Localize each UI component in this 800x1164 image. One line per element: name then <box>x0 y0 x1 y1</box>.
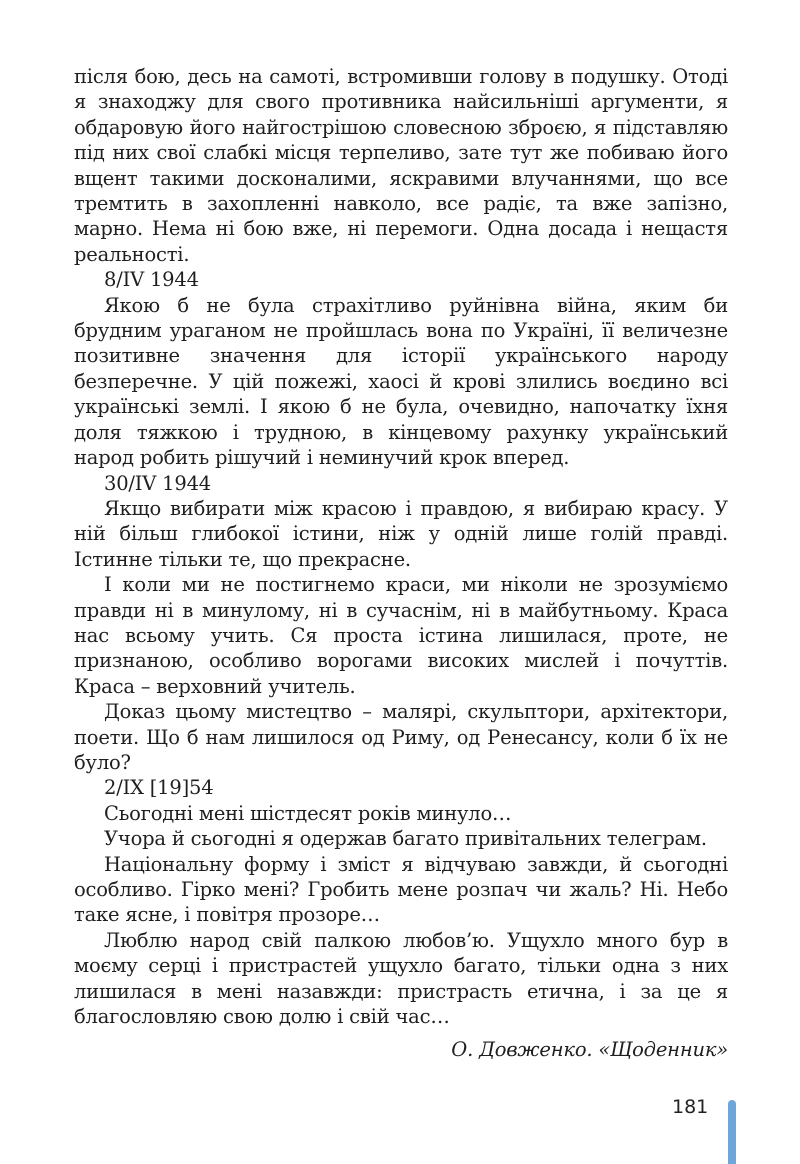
page-number: 181 <box>672 1096 709 1118</box>
paragraph-continuation: після бою, десь на самоті, встромивши голову в подушку. Отоді я знаходжу для свого противника найсильніші аргументи, я обдаровую його найгострішою словесною зброєю, я підставляю під них свої слабкі місця терпеливо, зате тут же побиваю його вщент такими досконалими, яскравими влучаннями, що все тремтить в захопленні навколо, все радіє, та вже запізно, марно. Нема ні бою вже, ні перемоги. Одна досада і нещастя реальності. <box>74 65 728 266</box>
paragraph: Національну форму і зміст я відчуваю завжди, й сьогодні особливо. Гірко мені? Гробить мене розпач чи жаль? Ні. Небо таке ясне, і повітря прозоре… <box>74 852 728 927</box>
paragraph: І коли ми не постигнемо краси, ми ніколи не зрозуміємо правди ні в минулому, ні в сучаснім, ні в майбутньому. Краса нас всьому учить. Ся проста істина лишилася, проте, не признаною, особливо ворогами високих мислей і почуттів. Краса – верховний учитель. <box>74 573 728 698</box>
paragraph: Люблю народ свій палкою любов’ю. Ущухло много бур в моєму серці і пристрастей ущухло багато, тільки одна з них лишилася в мені назавжди: пристрасть етична, і за це я благословляю свою долю і свій час… <box>74 928 728 1029</box>
paragraph: Сьогодні мені шістдесят років минуло… <box>104 801 512 825</box>
diary-date: 2/IX [19]54 <box>104 776 214 800</box>
document-body <box>74 64 728 1063</box>
paragraph: Доказ цьому мистецтво – малярі, скульптори, архітектори, поети. Що б нам лишилося од Риму, од Ренесансу, коли б їх не було? <box>74 700 728 774</box>
paragraph: Якщо вибирати між красою і правдою, я вибираю красу. У ній більш глибокої істини, ніж у одній лише голій правді. Істинне тільки те, що прекрасне. <box>74 496 728 571</box>
diary-date: 30/IV 1944 <box>104 471 211 495</box>
page-edge-accent-bar <box>728 1100 736 1164</box>
source-attribution: О. Довженко. «Щоденник» <box>451 1038 728 1062</box>
diary-date: 8/IV 1944 <box>104 268 199 292</box>
paragraph: Якою б не була страхітливо руйнівна війна, яким би брудним ураганом не пройшлась вона по Україні, її величезне позитивне значення для історії українського народу безперечне. У цій пожежі, хаосі й крові злились воєдино всі українські землі. І якою б не була, очевидно, напочатку їхня доля тяжкою і трудною, в кінцевому рахунку український народ робить рішучий і неминучий крок вперед. <box>74 293 728 470</box>
paragraph: Учора й сьогодні я одержав багато привітальних телеграм. <box>104 827 707 851</box>
